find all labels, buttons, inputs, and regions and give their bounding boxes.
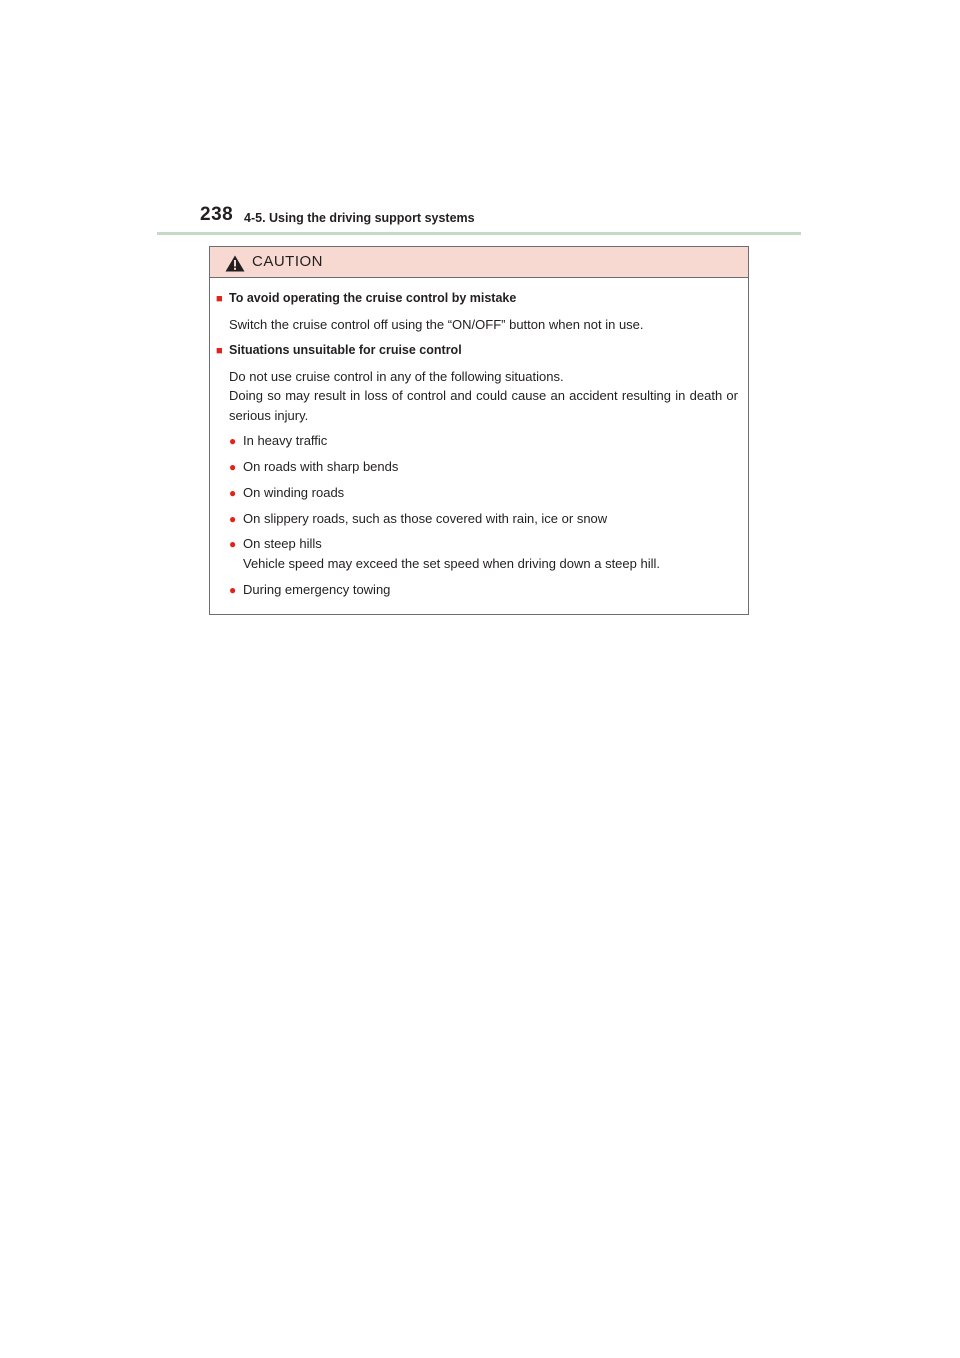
list-item: ● On roads with sharp bends — [229, 457, 398, 478]
list-item: ● On winding roads — [229, 483, 344, 504]
list-item: ● On slippery roads, such as those covered with rain, ice or snow — [229, 509, 607, 530]
bullet-dot-icon: ● — [229, 434, 237, 448]
caution-heading: ■ To avoid operating the cruise control by mistake — [216, 289, 516, 310]
header-rule — [157, 232, 801, 235]
list-item: ● During emergency towing — [229, 580, 390, 601]
list-item: ● In heavy traffic — [229, 431, 327, 452]
bullet-dot-icon: ● — [229, 512, 237, 526]
page-header — [200, 204, 800, 234]
list-item-note: Vehicle speed may exceed the set speed when driving down a steep hill. — [243, 556, 660, 571]
page-number: 238 — [200, 204, 234, 225]
caution-heading: ■ Situations unsuitable for cruise control — [216, 341, 462, 362]
bullet-dot-icon: ● — [229, 460, 237, 474]
warning-triangle-icon — [225, 255, 245, 272]
caution-box — [209, 246, 749, 615]
square-bullet-icon: ■ — [216, 345, 223, 357]
section-title: 4-5. Using the driving support systems — [244, 211, 475, 225]
caution-paragraph: Doing so may result in loss of control and could cause an accident resulting in death or serious injury. — [229, 388, 738, 423]
bullet-dot-icon: ● — [229, 537, 237, 551]
caution-header — [210, 247, 748, 278]
caution-paragraph: Switch the cruise control off using the “ON/OFF” button when not in use. — [229, 317, 644, 332]
caution-paragraph: Do not use cruise control in any of the following situations. — [229, 369, 564, 384]
square-bullet-icon: ■ — [216, 293, 223, 305]
list-item: ● On steep hills — [229, 534, 322, 555]
caution-label: CAUTION — [252, 253, 323, 270]
bullet-dot-icon: ● — [229, 583, 237, 597]
bullet-dot-icon: ● — [229, 486, 237, 500]
